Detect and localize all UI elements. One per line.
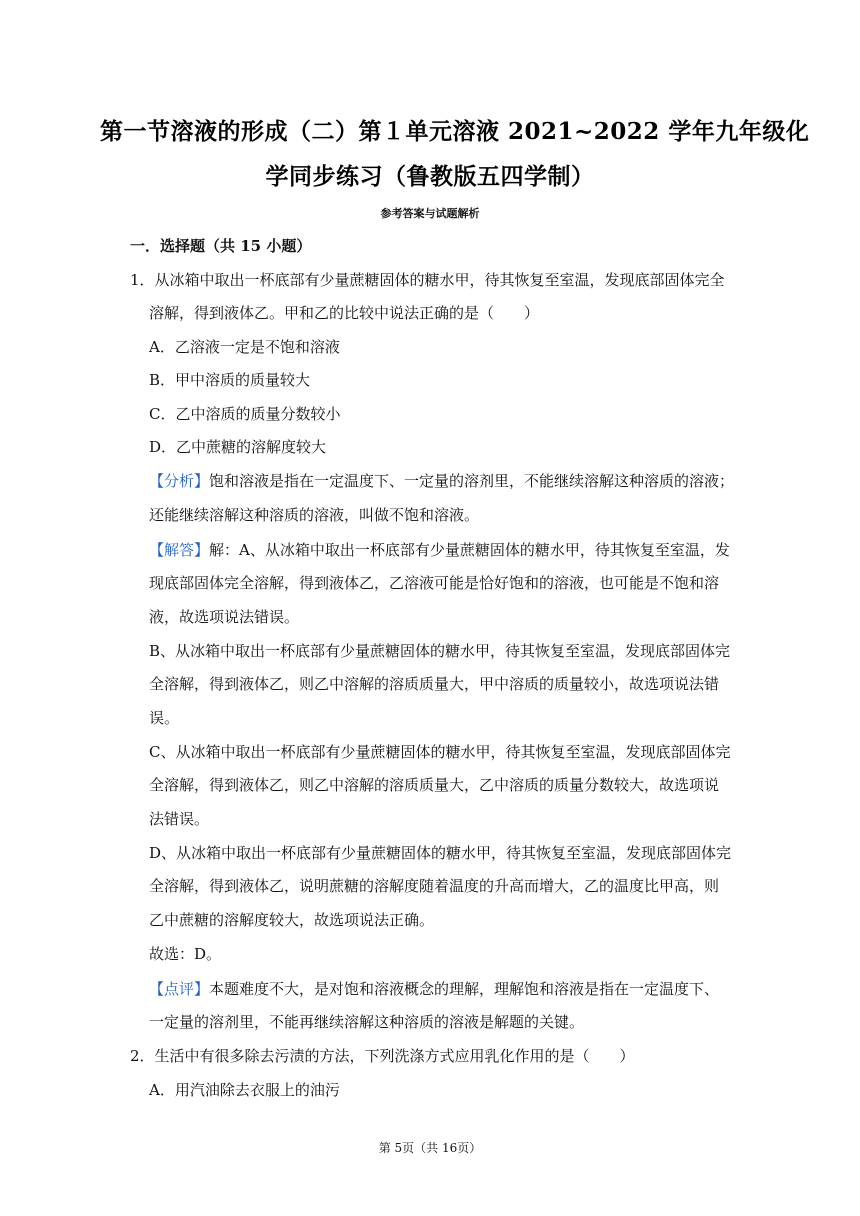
q1-analysis-line-1	[149, 471, 734, 491]
q1-option-d: D．乙中蔗糖的溶解度较大	[149, 438, 327, 456]
q1-answer-d-line-1: D、从冰箱中取出一杯底部有少量蔗糖固体的糖水甲，待其恢复至室温，发现底部固体完	[149, 844, 732, 862]
q1-answer-b-line-2: 全溶解，得到液体乙，则乙中溶解的溶质质量大，甲中溶质的质量较小，故选项说法错	[149, 675, 720, 693]
page-footer: 第 5页（共 16页）	[378, 1141, 482, 1155]
q1-answer-a-line-3: 液，故选项说法错误。	[149, 608, 300, 626]
q1-answer-a-line-2: 现底部固体完全溶解，得到液体乙，乙溶液可能是恰好饱和的溶液，也可能是不饱和溶	[149, 574, 720, 592]
q1-stem-line-1: 1．从冰箱中取出一杯底部有少量蔗糖固体的糖水甲，待其恢复至室温，发现底部固体完全	[130, 271, 725, 289]
title-line-2: 学同步练习（鲁教版五四学制）	[265, 163, 595, 190]
comment-tag: 【点评】	[149, 980, 210, 998]
answer-tag: 【解答】	[149, 541, 210, 559]
q1-answer-d-line-3: 乙中蔗糖的溶解度较大，故选项说法正确。	[149, 911, 435, 929]
answer-a-text: 解：A、从冰箱中取出一杯底部有少量蔗糖固体的糖水甲，待其恢复至室温，发	[209, 541, 730, 559]
comment-text: 本题难度不大，是对饱和溶液概念的理解，理解饱和溶液是指在一定温度下、	[209, 980, 720, 998]
q2-stem-line-1: 2．生活中有很多除去污渍的方法，下列洗涤方式应用乳化作用的是（ ）	[130, 1047, 635, 1065]
analysis-tag: 【分析】	[149, 472, 210, 490]
subtitle: 参考答案与试题解析	[380, 207, 480, 220]
q1-answer-c-line-2: 全溶解，得到液体乙，则乙中溶解的溶质质量大，乙中溶质的质量分数较大，故选项说	[149, 776, 720, 794]
q1-comment-line-1	[149, 979, 719, 999]
q2-option-a: A．用汽油除去衣服上的油污	[149, 1081, 340, 1099]
analysis-text: 饱和溶液是指在一定温度下、一定量的溶剂里，不能继续溶解这种溶质的溶液；	[209, 472, 735, 490]
q1-option-b: B．甲中溶质的质量较大	[149, 371, 311, 389]
section-heading: 一．选择题（共 15 小题）	[130, 237, 312, 255]
title-line-1: 第一节溶液的形成（二）第１单元溶液 2021~2022 学年九年级化	[100, 118, 810, 145]
q1-option-a: A．乙溶液一定是不饱和溶液	[149, 338, 340, 356]
q1-answer-a-line-1	[149, 540, 730, 560]
q1-analysis-line-2: 还能继续溶解这种溶质的溶液，叫做不饱和溶液。	[149, 506, 480, 524]
q1-comment-line-2: 一定量的溶剂里，不能再继续溶解这种溶质的溶液是解题的关键。	[149, 1013, 585, 1031]
q1-option-c: C．乙中溶质的质量分数较小	[149, 405, 341, 423]
q1-answer-b-line-3: 误。	[149, 709, 180, 727]
q1-answer-b-line-1: B、从冰箱中取出一杯底部有少量蔗糖固体的糖水甲，待其恢复至室温，发现底部固体完	[149, 642, 731, 660]
q1-answer-c-line-3: 法错误。	[149, 810, 210, 828]
q1-answer-c-line-1: C、从冰箱中取出一杯底部有少量蔗糖固体的糖水甲，待其恢复至室温，发现底部固体完	[149, 743, 731, 761]
q1-stem-line-2: 溶解，得到液体乙。甲和乙的比较中说法正确的是（ ）	[149, 304, 540, 322]
q1-choice: 故选：D。	[149, 945, 222, 963]
q1-answer-d-line-2: 全溶解，得到液体乙，说明蔗糖的溶解度随着温度的升高而增大，乙的温度比甲高，则	[149, 877, 720, 895]
